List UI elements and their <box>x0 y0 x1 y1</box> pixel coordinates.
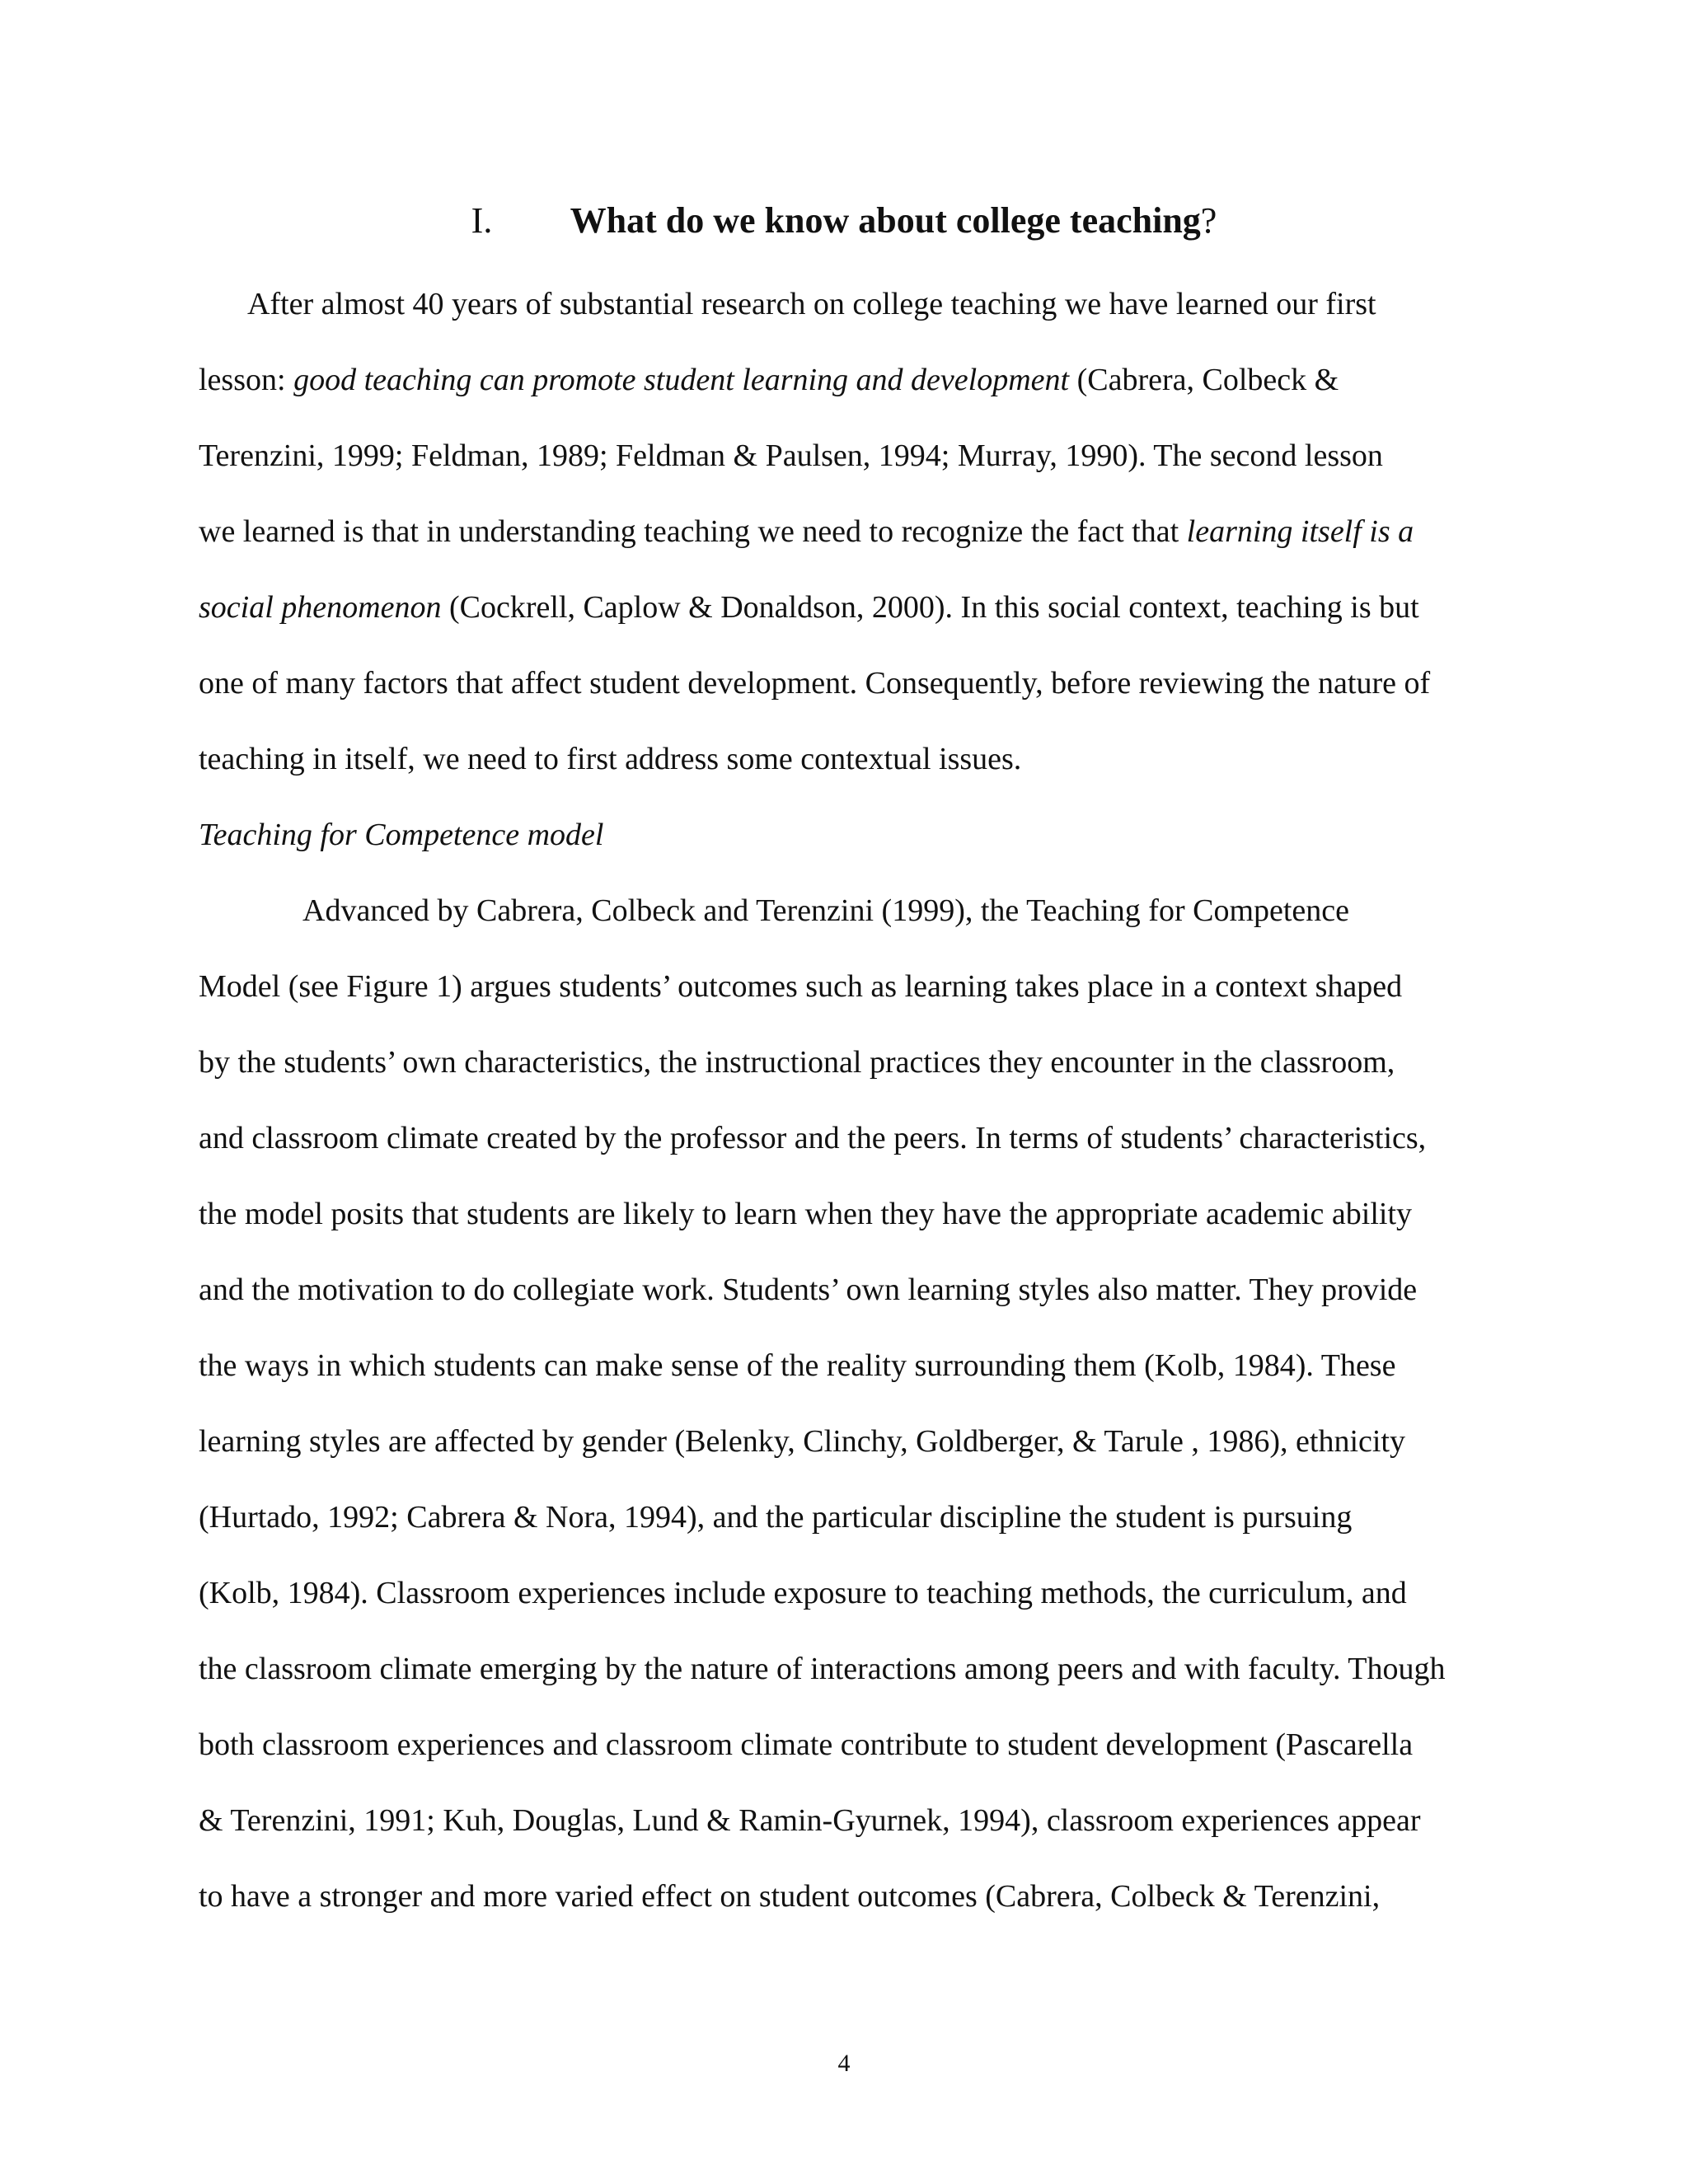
text-run: (Cockrell, Caplow & Donaldson, 2000). In this social context, teaching is but <box>441 590 1419 625</box>
emphasis-text: good teaching can promote student learning and development <box>293 363 1070 397</box>
text-run: & Terenzini, 1991; Kuh, Douglas, Lund & Ramin-Gyurnek, 1994), classroom experiences appear <box>199 1803 1421 1838</box>
text-run: (Cabrera, Colbeck & <box>1069 363 1339 397</box>
text-run: lesson: <box>199 363 294 397</box>
emphasis-text: social phenomenon <box>199 590 442 625</box>
paragraph1-line <box>199 511 1414 552</box>
text-run: After almost 40 years of substantial research on college teaching we have learned our first <box>247 287 1376 321</box>
text-run: teaching in itself, we need to first address some contextual issues. <box>199 742 1022 776</box>
paragraph1-line <box>199 738 1021 780</box>
paragraph1-line <box>199 663 1430 704</box>
paragraph2-line <box>199 1193 1412 1235</box>
paragraph2-line <box>302 890 1349 931</box>
paragraph2-line <box>199 1724 1413 1765</box>
text-run: Model (see Figure 1) argues students’ outcomes such as learning takes place in a context shaped <box>199 969 1403 1004</box>
paragraph2-line <box>199 1800 1420 1841</box>
subheading: Teaching for Competence model <box>199 818 604 852</box>
emphasis-text: learning itself is a <box>1186 514 1414 549</box>
section-heading <box>0 196 1688 246</box>
text-run: and classroom climate created by the professor and the peers. In terms of students’ characteristics, <box>199 1121 1427 1155</box>
text-run: (Hurtado, 1992; Cabrera & Nora, 1994), and the particular discipline the student is pursuing <box>199 1500 1353 1535</box>
text-run: the model posits that students are likely to learn when they have the appropriate academic ability <box>199 1197 1413 1231</box>
section-title-tail: ? <box>1200 200 1217 241</box>
text-run: we learned is that in understanding teaching we need to recognize the fact that <box>199 514 1187 549</box>
paragraph1-line <box>199 435 1383 476</box>
paragraph2-line <box>199 1572 1407 1614</box>
text-run: both classroom experiences and classroom climate contribute to student development (Pascarella <box>199 1727 1414 1762</box>
page-number: 4 <box>837 2050 851 2077</box>
text-run: and the motivation to do collegiate work. Students’ own learning styles also matter. They provide <box>199 1272 1418 1307</box>
paragraph2-line <box>199 1042 1395 1083</box>
paragraph2-line <box>199 1421 1405 1462</box>
paragraph2-line <box>199 1269 1417 1310</box>
paragraph2-line <box>199 1648 1446 1690</box>
text-run: the ways in which students can make sense of the reality surrounding them (Kolb, 1984). These <box>199 1348 1396 1383</box>
paragraph1-line <box>199 587 1419 628</box>
paragraph2-line <box>199 1345 1395 1386</box>
section-numeral: I. <box>471 200 493 241</box>
text-run: learning styles are affected by gender (Belenky, Clinchy, Goldberger, & Tarule , 1986), ethnicity <box>199 1424 1405 1459</box>
text-run: one of many factors that affect student development. Consequently, before reviewing the nature of <box>199 666 1431 701</box>
paragraph2-line <box>199 966 1402 1007</box>
text-run: to have a stronger and more varied effect on student outcomes (Cabrera, Colbeck & Terenzini, <box>199 1879 1381 1914</box>
paragraph2-line <box>199 1876 1380 1917</box>
text-run: Advanced by Cabrera, Colbeck and Terenzini (1999), the Teaching for Competence <box>302 893 1350 928</box>
text-run: the classroom climate emerging by the nature of interactions among peers and with faculty. Though <box>199 1652 1446 1686</box>
text-run: (Kolb, 1984). Classroom experiences include exposure to teaching methods, the curriculum, and <box>199 1576 1407 1610</box>
paragraph2-line <box>199 1118 1426 1159</box>
paragraph1-line <box>199 359 1339 401</box>
text-run: Terenzini, 1999; Feldman, 1989; Feldman & Paulsen, 1994; Murray, 1990). The second lesson <box>199 438 1383 473</box>
section-title: What do we know about college teaching <box>570 200 1201 241</box>
text-run: by the students’ own characteristics, the instructional practices they encounter in the classroom, <box>199 1045 1395 1080</box>
paragraph2-line <box>199 1497 1352 1538</box>
paragraph1-line <box>247 284 1376 325</box>
